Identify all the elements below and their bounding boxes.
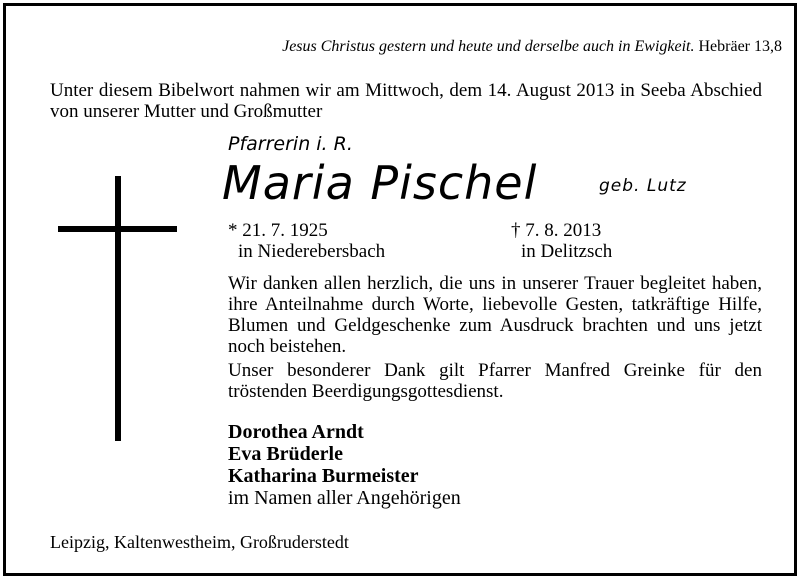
cross-icon-bar xyxy=(58,226,177,232)
thanks-text: Wir danken allen herzlich, die uns in unserer Trauer begleitet haben, ihre Anteilnahme durch Worte, liebevolle Gesten, tatkräftige Hilfe, Blumen und Geldgeschenke zum Ausdruck brachten und uns jetzt noch beistehen. xyxy=(228,273,762,357)
cross-icon xyxy=(115,176,121,441)
intro-text: Unter diesem Bibelwort nahmen wir am Mittwoch, dem 14. August 2013 in Seeba Abschied von unserer Mutter und Großmutter xyxy=(50,80,762,122)
bible-verse xyxy=(282,38,782,56)
birth-place: in Niederebersbach xyxy=(238,241,386,262)
places-text: Leipzig, Kaltenwestheim, Großruderstedt xyxy=(50,532,349,552)
deceased-name: Maria Pischel xyxy=(222,156,538,210)
death-date: † 7. 8. 2013 xyxy=(511,220,602,241)
signatory-name: Eva Brüderle xyxy=(228,443,343,465)
signatory-name: Katharina Burmeister xyxy=(228,465,419,487)
signatures xyxy=(228,421,461,509)
special-thanks-text: Unser besonderer Dank gilt Pfarrer Manfred Greinke für den tröstenden Beerdigungsgottesdienst. xyxy=(228,360,762,402)
verse-text: Jesus Christus gestern und heute und derselbe auch in Ewigkeit. xyxy=(282,38,695,55)
deceased-born-name: geb. Lutz xyxy=(599,176,687,196)
on-behalf-text: im Namen aller Angehörigen xyxy=(228,487,461,509)
obituary-notice xyxy=(3,3,797,576)
verse-reference: Hebräer 13,8 xyxy=(698,38,782,55)
death-place: in Delitzsch xyxy=(521,241,613,262)
deceased-title: Pfarrerin i. R. xyxy=(228,133,353,155)
birth-date: * 21. 7. 1925 xyxy=(228,220,328,241)
signatory-name: Dorothea Arndt xyxy=(228,421,364,443)
